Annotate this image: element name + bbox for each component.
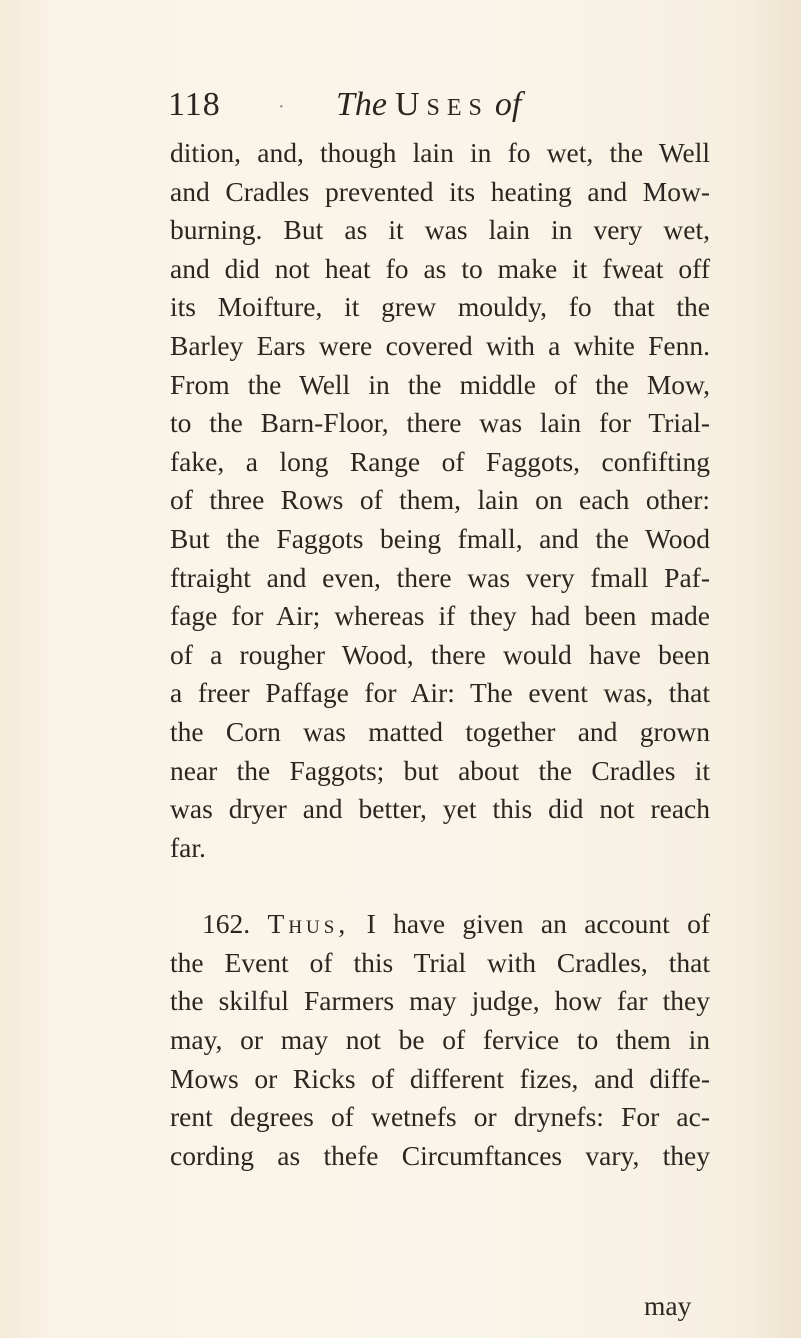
text-line: the skilful Farmers may judge, how far they [170, 985, 710, 1017]
running-title-uses: Uses [395, 86, 489, 123]
text-line: far. [170, 831, 206, 863]
text-line: to the Barn-Floor, there was lain for Trial- [170, 407, 710, 439]
text-line: Barley Ears were covered with a white Fenn. [170, 329, 710, 361]
page-header [168, 86, 708, 136]
header-dot: · [278, 96, 285, 118]
text-line: ftraight and even, there was very fmall Paf- [170, 561, 710, 593]
paragraph-gap [170, 867, 710, 905]
text-line: From the Well in the middle of the Mow, [170, 368, 710, 400]
paragraph-opening-line [170, 905, 710, 944]
body-text [170, 134, 710, 1175]
text-line: fage for Air; whereas if they had been made [170, 600, 710, 632]
text-line: Mows or Ricks of different fizes, and diffe- [170, 1062, 710, 1094]
text-line: a freer Paffage for Air: The event was, that [170, 677, 710, 709]
text-line: and did not heat fo as to make it fweat off [170, 252, 710, 284]
text-line: the Corn was matted together and grown [170, 715, 710, 747]
catchword: may [644, 1290, 692, 1321]
running-title-of: of [494, 86, 522, 123]
text-line: cording as thefe Circumftances vary, they [170, 1139, 710, 1171]
text-line: the Event of this Trial with Cradles, that [170, 946, 710, 978]
text-line: may, or may not be of fervice to them in [170, 1024, 710, 1056]
text-line: was dryer and better, yet this did not reach [170, 793, 710, 825]
text-line: near the Faggots; but about the Cradles it [170, 754, 710, 786]
running-title-the: The [336, 86, 387, 123]
text-line: fake, a long Range of Faggots, confifting [170, 445, 710, 477]
page-number: 118 [168, 86, 221, 123]
text-line: dition, and, though lain in fo wet, the Well [170, 137, 710, 168]
text-line: burning. But as it was lain in very wet, [170, 214, 710, 246]
text-line: its Moifture, it grew mouldy, fo that the [170, 291, 710, 323]
paragraph-first-line-rest: I have given an account of [366, 908, 711, 940]
paragraph-number: 162. [202, 908, 251, 940]
text-line: rent degrees of wetnefs or drynefs: For ac- [170, 1101, 710, 1133]
text-line: and Cradles prevented its heating and Mow- [170, 175, 710, 207]
running-title [336, 86, 521, 124]
text-line: of three Rows of them, lain on each other: [170, 484, 710, 516]
text-line: of a rougher Wood, there would have been [170, 638, 710, 670]
paragraph-first-word: Thus, [267, 908, 350, 940]
text-line: But the Faggots being fmall, and the Wood [170, 522, 710, 554]
